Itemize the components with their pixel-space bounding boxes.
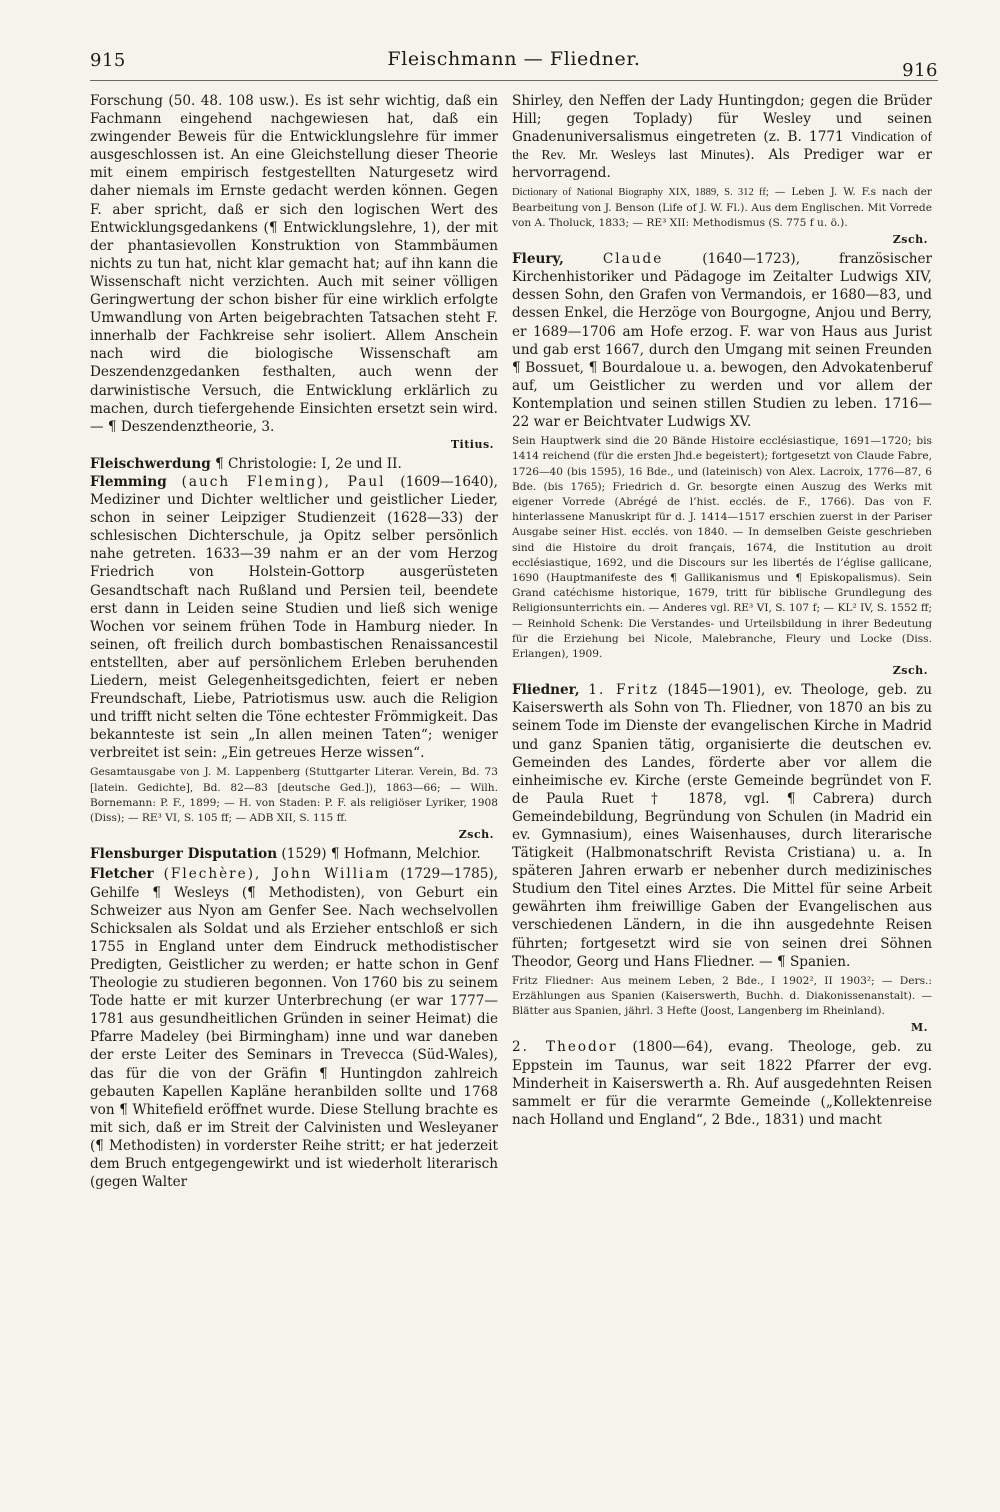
page-number-left: 915 — [90, 50, 126, 71]
entry-fliedner-theodor: 2. Theodor (1800—64), evang. Theologe, geb. zu Eppstein im Taunus, war seit 1822 Pfarrer der evg. Minderheit in Kaiserswerth a. Rh. Auf ausgedehnten Reisen sammelt er für die verarmte Gemeinde („Kollektenreise nach Holland und England“, 2 Bde., 1831) und macht — [512, 1039, 932, 1128]
headword: Flensburger Disputation — [90, 846, 278, 863]
signature-zsch: Zsch. — [458, 828, 494, 842]
right-column — [512, 92, 932, 1472]
signature-m: M. — [910, 1021, 928, 1035]
bibliography-flemming: Gesamtausgabe von J. M. Lappenberg (Stuttgarter Literar. Verein, Bd. 73 [latein. Gedichte], Bd. 82—83 [deutsche Ged.]), 1863—66; — Wilh. Bornemann: P. F., 1899; — H. von Staden: P. F. als religiöser Lyriker, 1908 (Diss); — RE³ VI, S. 105 ff; — ADB XII, S. 115 ff. — [90, 766, 498, 825]
running-header — [90, 44, 938, 81]
entry-fliedner-fritz: Fliedner, 1. Fritz (1845—1901), ev. Theologe, geb. zu Kaiserswerth als Sohn von Th. Fliedner, von 1870 an bis zu seinem Tode im Dienste der evangelischen Kirche in Madrid und ganz Spanien tätig, organisierte die deutschen ev. Gemeinden des Landes, förderte aber vor allem die einheimische ev. Kirche (erste Gemeinde begründet von F. de Paula Ruet † 1878, vgl. ¶ Cabrera) durch Gemeindebildung, Begründung von Schulen (in Madrid ein ev. Gymnasium), eines Waisenhauses, durch literarische Tätigkeit (Halbmonatschrift Revista Cristiana) u. a. In späteren Jahren erwarb er nebenher durch medizinisches Studium den Titel eines Arztes. Die Mittel für seine Arbeit gewährten ihm freiwillige Gaben der Evangelischen aus verschiedenen Ländern, in die ihn ausgedehnte Reisen führten; fortgesetzt wird sie von seinen drei Söhnen Theodor, Georg und Hans Fliedner. — ¶ Spanien. — [512, 682, 933, 970]
bibliography-fliedner: Fritz Fliedner: Aus meinem Leben, 2 Bde., I 1902², II 1903²; — Ders.: Erzählungen aus Spanien (Kaiserswerth, Buchh. d. Diakonissenanstalt). — Blätter aus Spanien, jährl. 3 Hefte (Joost, Langenberg im Rheinland). — [512, 974, 932, 1018]
page-number-right: 916 — [902, 60, 938, 81]
paragraph-forschung: Forschung (50. 48. 108 usw.). Es ist sehr wichtig, daß ein Fachmann eingehend nachgewiesen hat, daß ein zwingender Beweis für die Entwicklungslehre für immer ausgeschlossen ist. An eine Gleichstellung dieser Theorie mit einem empirisch festgestellten Naturgesetz wird daher niemals im Ernste gedacht werden können. Gegen F. aber spricht, daß er sich den logischen Wert des Entwicklungsgedankens (¶ Entwicklungslehre, 1), der mit der phantasievollen Konstruktion von Stammbäumen nichts zu tun hat, nicht klar gemacht hat; auf ihn kann die Wissenschaft nicht verzichten. Auch mit seiner völligen Geringwertung der schon bisher für eine wirklich erfolgte Umwandlung von Arten beigebrachten Tatsachen steht F. innerhalb der Fachkreise sehr isoliert. Allem Anschein nach wird die biologische Wissenschaft am Deszendenzgedanken festhalten, auch wenn der darwinistische Versuch, die Entwicklung erklärlich zu machen, durch tiefergehende Einsichten ersetzt sein wird. — ¶ Deszendenztheorie, 3. — [90, 93, 498, 435]
signature-zsch: Zsch. — [892, 664, 928, 678]
headword: Fleury, — [512, 251, 564, 268]
signature-titius: Titius. — [450, 437, 494, 451]
bibliography-fletcher: Dictionary of National Biography XIX, 1889, S. 312 ff; — Leben J. W. F.s nach der Bearbeitung von J. Benson (Life of J. W. Fl.). Aus dem Englischen. Mit Vorrede von A. Tholuck, 1833; — RE³ XII: Methodismus (S. 775 f u. ö.). — [512, 186, 932, 229]
left-column — [90, 92, 498, 1472]
entry-fletcher: Fletcher (Flechère), John William (1729—1785), Gehilfe ¶ Wesleys (¶ Methodisten), von Geburt ein Schweizer aus Nyon am Genfer See. Nach wechselvollen Schicksalen als Soldat und als Erzieher entschloß er sich 1755 in England unter dem Eindruck methodistischer Predigten, Geistlicher zu werden; er hatte schon in Genf Theologie zu studieren begonnen. Von 1760 bis zu seinem Tode hatte er mit kurzer Unterbrechung (er war 1777—1781 aus gesundheitlichen Gründen in seiner Heimat) die Pfarre Madeley (bei Birmingham) inne und war daneben der erste Leiter des Seminars in Trevecca (Süd-Wales), das für die von der Gräfin ¶ Huntingdon zahlreich gebauten Kapellen Kapläne heranbilden sollte und 1768 von ¶ Whitefield eröffnet wurde. Diese Stellung brachte es mit sich, daß er im Streit der Calvinisten und Wesleyaner (¶ Methodisten) in vorderster Reihe stritt; er hat jederzeit dem Bruch entgegengewirkt und ist wiederholt literarisch (gegen Walter — [90, 866, 499, 1191]
signature-zsch: Zsch. — [892, 233, 928, 247]
running-title: Fleischmann — Fliedner. — [387, 48, 641, 70]
entry-fleury: Fleury, Claude (1640—1723), französischer Kirchenhistoriker und Pädagoge im Zeitalter Ludwigs XIV, dessen Sohn, den Grafen von Vermandois, er 1680—83, und dessen Enkel, die Herzöge von Bourgogne, Anjou und Berry, er 1689—1706 am Hofe erzog. F. war von Haus aus Jurist und gab erst 1667, durch den Umgang mit seinen Freunden ¶ Bossuet, ¶ Bourdaloue u. a. bewogen, den Advokatenberuf auf, um Geistlicher zu werden und vor allem der Kontemplation und seinen stillen Studien zu leben. 1716—22 war er Beichtvater Ludwigs XV. — [512, 251, 932, 431]
paragraph-shirley: Shirley, den Neffen der Lady Huntingdon; gegen die Brüder Hill; gegen Toplady) für Wesley und seinen Gnadenuniversalismus eingetreten (z. B. 1771 Vindication of the Rev. Mr. Wesleys last Minutes). Als Prediger war er hervorragend. — [512, 93, 932, 182]
entry-fleischwerdung: Fleischwerdung ¶ Christologie: I, 2e und II. — [90, 455, 402, 472]
headword: Fletcher — [90, 866, 154, 883]
headword: Flemming — [90, 473, 167, 490]
entry-flensburger: Flensburger Disputation (1529) ¶ Hofmann, Melchior. — [90, 846, 481, 863]
bibliography-fleury: Sein Hauptwerk sind die 20 Bände Histoire ecclésiastique, 1691—1720; bis 1414 reichend (für die ersten Jhd.e begeistert); fortgesetzt von Claude Fabre, 1726—40 (bis 1595), 16 Bde., und (lateinisch) von Alex. Lacroix, 1776—87, 6 Bde. (bis 1765); Friedrich d. Gr. besorgte einen Auszug des Werks mit eigener Vorrede (Abrégé de l’hist. ecclés. de F., 1766). Das von F. hinterlassene Manuskript für d. J. 1414—1517 erschien zuerst in der Pariser Ausgabe seiner Hist. ecclés. von 1840. — In demselben Geiste geschrieben sind die Histoire du droit français, 1674, die Institution au droit ecclésiastique, 1692, und die Discours sur les libertés de l’église gallicane, 1690 (Hauptmanifeste des ¶ Gallikanismus und ¶ Episkopalismus). Sein Grand catéchisme historique, 1679, tritt für biblische Grundlegung des Religionsunterrichts ein. — Anderes vgl. RE³ VI, S. 107 f; — KL² IV, S. 1552 ff; — Reinhold Schenk: Die Verstandes- und Urteilsbildung in ihrer Bedeutung für die Erziehung bei Nicole, Malebranche, Fleury und Locke (Diss. Erlangen), 1909. — [512, 435, 932, 660]
headword: Fleischwerdung — [90, 455, 211, 472]
headword: Fliedner, — [512, 682, 580, 699]
entry-flemming: Flemming (auch Fleming), Paul (1609—1640), Mediziner und Dichter weltlicher und geistlicher Lieder, schon in seiner Leipziger Studienzeit (1628—33) der schlesischen Dichterschule, ja Opitz selber persönlich nahe getreten. 1633—39 nahm er an der vom Herzog Friedrich von Holstein-Gottorp ausgerüsteten Gesandtschaft nach Rußland und Persien teil, beendete erst dann in Leiden seine Studien und ließ sich wenige Wochen vor seinem frühen Tode in Hamburg nieder. In seinen, oft freilich durch bombastischen Renaissancestil entstellten, aber auf persönlichem Erleben beruhenden Liedern, meist Gelegenheitsgedichten, feiert er neben Freundschaft, Liebe, Patriotismus usw. auch die Religion und trifft nicht selten die Töne echtester Frömmigkeit. Das bekannteste ist sein „In allen meinen Taten“; weniger verbreitet ist sein: „Ein getreues Herze wissen“. — [90, 473, 498, 762]
